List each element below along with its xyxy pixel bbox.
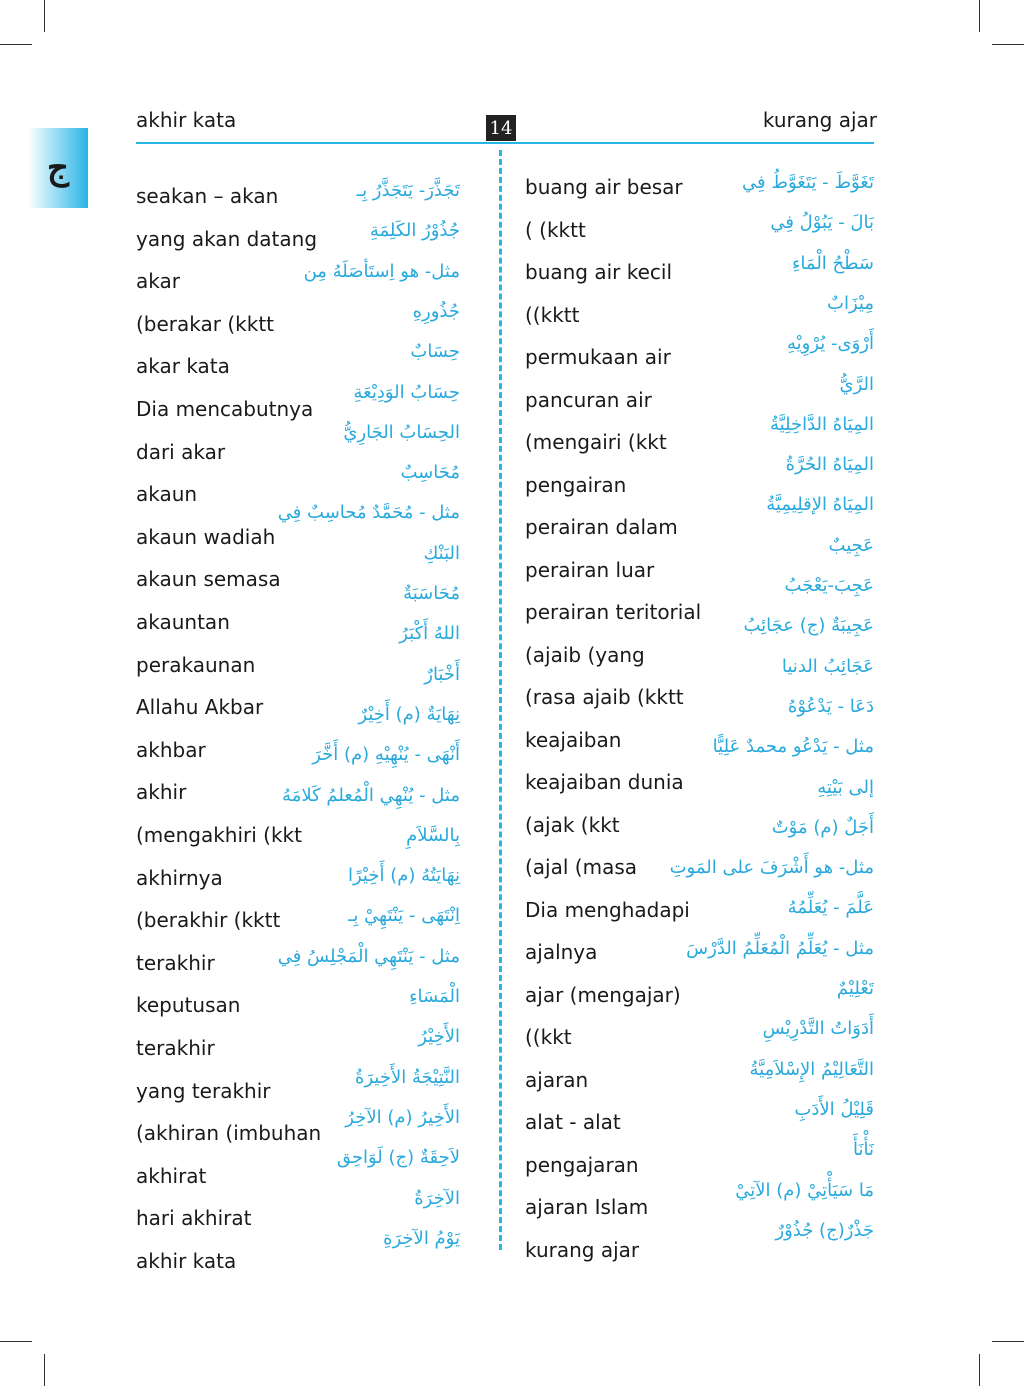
malay-term: (ajaib (yang bbox=[525, 642, 645, 667]
crop-mark bbox=[979, 0, 980, 32]
arabic-translation: مثل - يُعَلِّمُ الْمُعَلِّمُ الدَّرْسَ bbox=[686, 937, 874, 959]
arabic-translation: جُذُورِهِ bbox=[412, 300, 460, 322]
arabic-translation: عَجِيبٌ bbox=[828, 534, 874, 556]
malay-term: perairan dalam bbox=[525, 515, 678, 539]
malay-term: akar bbox=[136, 269, 180, 294]
crop-mark bbox=[44, 1354, 45, 1386]
arabic-translation: إلى بَيْتِهِ bbox=[817, 776, 874, 798]
crop-mark bbox=[992, 1341, 1024, 1342]
arabic-translation: عَجَائِبُ الدنيا bbox=[781, 655, 874, 677]
thumb-index-letter: ج bbox=[47, 148, 69, 188]
column-divider bbox=[499, 150, 502, 1250]
arabic-translation: الْمَسَاءِ bbox=[409, 986, 460, 1007]
crop-mark bbox=[44, 0, 45, 32]
thumb-index-tab bbox=[28, 128, 88, 208]
arabic-translation: البَنْكِ bbox=[423, 542, 460, 564]
crop-mark bbox=[992, 44, 1024, 45]
malay-term: (ajal (masa bbox=[525, 855, 638, 879]
arabic-translation: نَأْنَأَ bbox=[853, 1139, 874, 1161]
malay-term: Allahu Akbar bbox=[136, 695, 264, 720]
arabic-translation: الأَخِيرُ (م) الآخِرُ bbox=[345, 1106, 460, 1128]
malay-term: (akhiran (imbuhan bbox=[136, 1121, 322, 1146]
arabic-translation: اللهُ أَكْبَرُ bbox=[399, 623, 460, 645]
arabic-translation: مُحَاسَبَةٌ bbox=[403, 583, 460, 604]
arabic-translation: مثل - يُنْهِي الْمُعلمُ كَلامَهُ bbox=[282, 784, 460, 806]
arabic-translation: مثل- هو أَشْرَفَ على المَوتِ bbox=[669, 857, 874, 879]
arabic-translation: عَجِيبَةٌ (ج) عجَائِبُ bbox=[743, 615, 874, 637]
arabic-translation: أَنْهَى - يُنْهِيْهِ (م) أَخَّرَ bbox=[312, 744, 460, 766]
running-head-right: kurang ajar bbox=[762, 108, 877, 132]
malay-term: ( (kktt bbox=[525, 217, 586, 242]
arabic-translation: المِيَاهُ الدَّاخِلِيَّةُ bbox=[769, 413, 874, 435]
arabic-translation: مُحَاسِبٌ bbox=[400, 462, 460, 484]
arabic-translation: النَّتِيْجَةُ الأَخِيرَةُ bbox=[355, 1066, 460, 1088]
malay-term: hari akhirat bbox=[136, 1206, 252, 1231]
arabic-translation: جَذْرٌ(ج) جُذُوْرٌ bbox=[775, 1219, 874, 1241]
malay-term: pengairan bbox=[525, 472, 627, 497]
arabic-translation: المِيَاهُ الحُرَّةُ bbox=[785, 454, 874, 476]
crop-mark bbox=[979, 1354, 980, 1386]
left-arabic-column bbox=[277, 0, 460, 1249]
arabic-translation: الأَخِيْرُ bbox=[418, 1026, 460, 1048]
arabic-translation: اِنْتَهَى - يَنْتَهِيْ بِـ bbox=[348, 905, 460, 927]
arabic-translation: أَخْبَارٌ bbox=[424, 663, 460, 685]
malay-term: ajar (mengajar) bbox=[525, 982, 681, 1007]
malay-term: akhirat bbox=[136, 1163, 207, 1188]
arabic-translation: تَعْلِيْمٌ bbox=[836, 978, 874, 999]
arabic-translation: مثل- هو اِستَأصَلَهُ مِن bbox=[303, 260, 460, 282]
malay-term: terakhir bbox=[136, 1036, 215, 1060]
malay-term: pancuran air bbox=[525, 387, 652, 412]
arabic-translation: نِهَايَةٌ (م) أَخِيْرٌ bbox=[358, 703, 460, 725]
malay-term: alat - alat bbox=[525, 1110, 621, 1134]
malay-term: akaun wadiah bbox=[136, 524, 276, 549]
arabic-translation: لاَحِقَةٌ (ج) لَوَاحِق bbox=[336, 1147, 460, 1169]
arabic-translation: أَدَوَاتُ التَّدْرِيْسِ bbox=[762, 1018, 874, 1040]
malay-term: buang air besar bbox=[525, 175, 683, 199]
malay-term: (mengakhiri (kkt bbox=[136, 823, 302, 847]
malay-term: akauntan bbox=[136, 610, 230, 634]
malay-term: akhirnya bbox=[136, 865, 223, 890]
malay-term: ajaran Islam bbox=[525, 1195, 649, 1219]
malay-term: buang air kecil bbox=[525, 260, 673, 284]
malay-term: permukaan air bbox=[525, 345, 671, 369]
malay-term: Dia mencabutnya bbox=[136, 397, 314, 421]
arabic-translation: حِسَابٌ bbox=[410, 341, 460, 363]
malay-term: dari akar bbox=[136, 439, 226, 464]
malay-term: (ajak (kkt bbox=[525, 812, 620, 837]
malay-term: ((kkt bbox=[525, 1025, 572, 1049]
arabic-translation: مثل - مُحَمَّدٌ مُحاسِبٌ فِي bbox=[277, 502, 460, 524]
arabic-translation: دَعَا - يَدْعُوْهُ bbox=[787, 695, 874, 717]
malay-term: ajalnya bbox=[525, 940, 598, 964]
arabic-translation: مثل - يَدْعُو محمدٌ عَلِيًّا bbox=[712, 736, 874, 758]
arabic-translation: قَلِيْلُ الأَدَبِ bbox=[794, 1098, 874, 1120]
malay-term: keajaiban dunia bbox=[525, 770, 684, 794]
arabic-translation: عَجِبَ-يَعْجَبُ bbox=[784, 575, 874, 596]
malay-term: akhir kata bbox=[136, 1249, 237, 1273]
arabic-translation: الحِسَابُ الجَارِيُّ bbox=[343, 421, 460, 443]
arabic-translation: أَجَلٌ (م) مَوْتٌ bbox=[771, 816, 874, 838]
malay-term: (berakhir (kktt bbox=[136, 908, 281, 933]
malay-term: ((kktt bbox=[525, 302, 580, 327]
running-head-left: akhir kata bbox=[136, 108, 237, 132]
arabic-translation: بِالسَّلاَمِ bbox=[406, 824, 460, 846]
malay-term: akaun semasa bbox=[136, 567, 281, 592]
arabic-translation: تَجَذَّرَ- يَتَجَذَّرُ بِـ bbox=[356, 180, 460, 201]
malay-term: kurang ajar bbox=[525, 1237, 640, 1262]
arabic-translation: تَغَوَّطَ - يَتَغَوَّطُ فِي bbox=[742, 172, 874, 193]
malay-term: perairan luar bbox=[525, 557, 655, 582]
malay-term: akaun bbox=[136, 482, 198, 507]
page-number: 14 bbox=[486, 115, 516, 141]
malay-term: perairan teritorial bbox=[525, 600, 702, 624]
crop-mark bbox=[0, 44, 32, 45]
header-rule bbox=[136, 142, 874, 144]
malay-term: (berakar (kktt bbox=[136, 311, 274, 336]
arabic-translation: أَرْوَى- يُرْوِيْهِ bbox=[787, 333, 874, 355]
arabic-translation: جُذُوْرُ الكَلِمَةِ bbox=[369, 220, 460, 242]
malay-term: pengajaran bbox=[525, 1152, 639, 1177]
malay-term: (mengairi (kkt bbox=[525, 430, 667, 454]
arabic-translation: مَا سَيَأْتِيْ (م) الآتِيْ bbox=[735, 1179, 874, 1201]
arabic-translation: سَطْحُ الْمَاءِ bbox=[791, 252, 874, 274]
malay-term: seakan – akan bbox=[136, 184, 279, 208]
arabic-translation: التَّعَالِيْمُ الإِسْلاَمِيَّةُ bbox=[749, 1058, 874, 1080]
arabic-translation: الآخِرَةُ bbox=[414, 1187, 460, 1209]
crop-mark bbox=[0, 1341, 32, 1342]
malay-term: ajaran bbox=[525, 1067, 589, 1092]
malay-term: perakaunan bbox=[136, 652, 256, 677]
malay-term: keajaiban bbox=[525, 727, 622, 752]
arabic-translation: مِيْزَابٌ bbox=[827, 292, 874, 314]
malay-term: akhir bbox=[136, 780, 187, 805]
arabic-translation: حِسَابُ الوَدِيْعَةِ bbox=[353, 381, 460, 403]
arabic-translation: يَوْمُ الآخِرَةِ bbox=[383, 1227, 460, 1249]
arabic-translation: عَلَّمَ - يُعَلِّمُهُ bbox=[787, 897, 874, 919]
arabic-translation: نِهَايَتُهُ (م) أَخِيْرًا bbox=[347, 865, 460, 887]
arabic-translation: مثل - يَنْتَهِي الْمَجْلِسُ فِي bbox=[277, 945, 460, 967]
malay-term: keputusan bbox=[136, 993, 241, 1018]
malay-term: akhbar bbox=[136, 737, 206, 762]
malay-term: Dia menghadapi bbox=[525, 897, 690, 922]
arabic-translation: الرَّيُّ bbox=[839, 373, 874, 395]
malay-term: yang akan datang bbox=[136, 226, 318, 251]
malay-term: akar kata bbox=[136, 354, 230, 379]
malay-term: terakhir bbox=[136, 950, 215, 975]
arabic-translation: المِيَاهُ الإقلِيمِيَّةُ bbox=[766, 494, 874, 516]
malay-term: yang terakhir bbox=[136, 1078, 271, 1103]
malay-term: (rasa ajaib (kktt bbox=[525, 685, 684, 709]
arabic-translation: بَالَ - يَبُوْلُ فِي bbox=[770, 212, 874, 234]
